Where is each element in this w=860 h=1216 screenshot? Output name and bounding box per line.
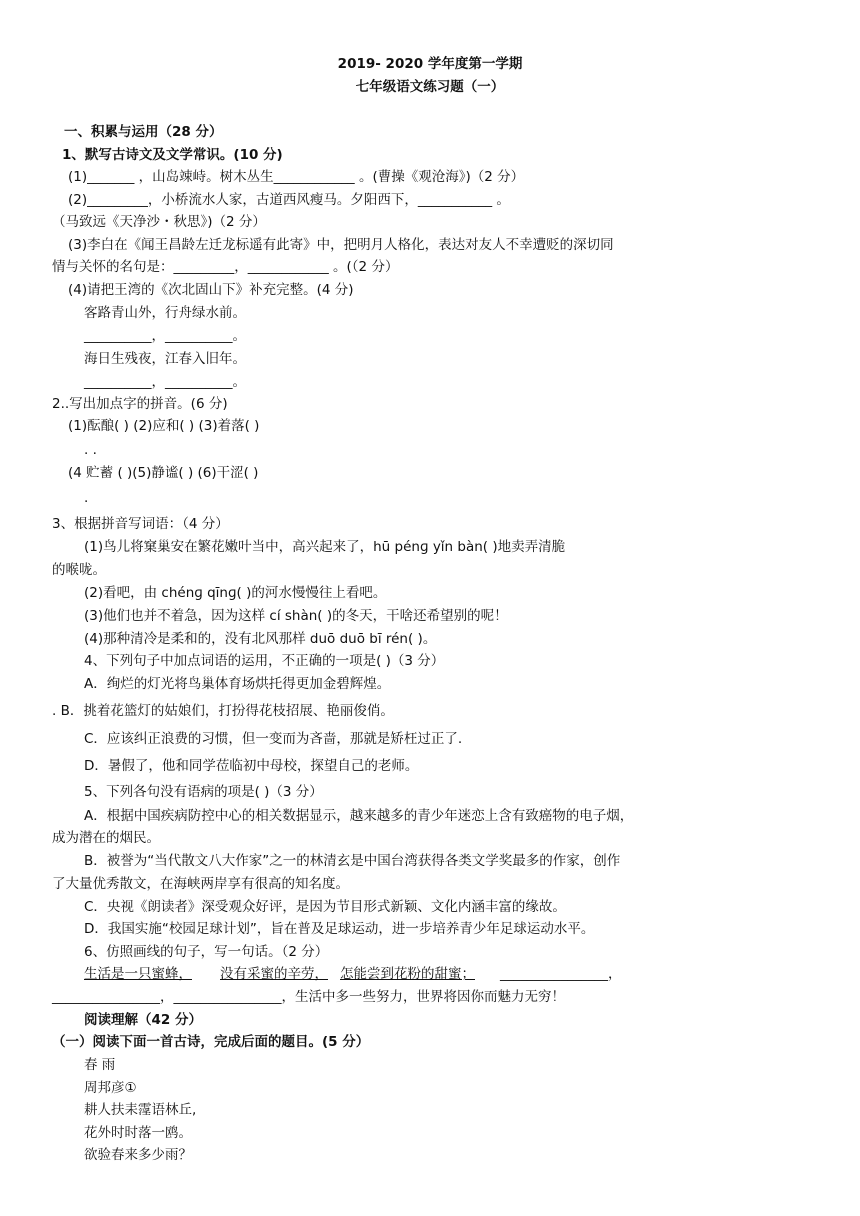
text-line: 成为潜在的烟民。 [52,830,160,846]
text-line: (3)他们也并不着急，因为这样 cí shàn( )的冬天，干啥还希望别的呢！ [84,608,508,624]
document-subtitle: 七年级语文练习题（一） [355,79,505,95]
question-heading: 3、根据拼音写词语：（4 分） [52,516,229,532]
text-line: 情与关怀的名句是：_________，____________ 。(（2 分） [52,259,399,275]
dot-marks: . [84,490,89,506]
dot-marks: . . [84,442,97,458]
underlined-phrase: 怎能尝到花粉的甜蜜； [340,966,475,982]
option-b: . B．挑着花篮灯的姑娘们，打扮得花枝招展、艳丽俊俏。 [52,703,394,719]
question-heading: 4、下列句子中加点词语的运用，不正确的一项是( )（3 分） [84,653,445,669]
blank-line: __________，__________。 [84,328,246,344]
underlined-phrase: 生活是一只蜜蜂， [84,966,192,982]
document-title: 2019- 2020 学年度第一学期 [337,56,523,72]
text-line: (1)鸟儿将窠巢安在繁花嫩叶当中，高兴起来了，hū pénɡ yǐn bàn( )地卖弄清脆 [84,539,566,555]
poem-title: 春 雨 [84,1057,116,1073]
text-line: (4)那种清冷是柔和的，没有北风那样 duō duō bī rén( )。 [84,631,437,647]
poem-line: 欲验春来多少雨？ [84,1147,192,1163]
question-heading: 2..写出加点字的拼音。(6 分) [52,396,228,412]
poem-line: 花外时时落一鸥。 [84,1125,192,1141]
text-line: (2)看吧，由 chénɡ qīnɡ( )的河水慢慢往上看吧。 [84,585,387,601]
blank-line: __________，__________。 [84,374,246,390]
underlined-phrase: 没有采蜜的辛劳， [220,966,328,982]
option-b: B．被誉为“当代散文八大作家”之一的林清玄是中国台湾获得各类文学奖最多的作家，创作 [84,853,621,869]
text-line: (1)酝酿( ) (2)应和( ) (3)着落( ) [68,418,260,434]
section-heading: 阅读理解（42 分） [84,1012,202,1028]
poem-line: 客路青山外，行舟绿水前。 [84,305,246,321]
text-line: ________________，________________，生活中多一些努力，世界将因你而魅力无穷！ [52,989,565,1005]
section-heading: 一、积累与运用（28 分） [64,124,223,140]
question-heading: 1、默写古诗文及文学常识。(10 分) [62,147,283,163]
text-line: (1)_______ ，山岛竦峙。树木丛生____________ 。(曹操《观沧海》)（2 分） [68,169,525,185]
question-heading: 5、下列各句没有语病的项是( )（3 分） [84,784,323,800]
text-line: （马致远《天净沙・秋思》)（2 分） [52,214,266,230]
blank-line: ________________， [500,966,622,982]
option-a: A．绚烂的灯光将鸟巢体育场烘托得更加金碧辉煌。 [84,676,391,692]
question-heading: 6、仿照画线的句子，写一句话。（2 分） [84,944,329,960]
option-a: A．根据中国疾病防控中心的相关数据显示，越来越多的青少年迷恋上含有致癌物的电子烟， [84,808,634,824]
poem-author: 周邦彦① [84,1080,137,1096]
option-d: D．暑假了，他和同学莅临初中母校，探望自己的老师。 [84,758,419,774]
text-line: (4)请把王湾的《次北固山下》补充完整。(4 分) [68,282,354,298]
text-line: 的喉咙。 [52,562,106,578]
question-heading: （一）阅读下面一首古诗，完成后面的题目。(5 分） [52,1034,370,1050]
poem-line: 海日生残夜，江春入旧年。 [84,351,246,367]
option-c: C．应该纠正浪费的习惯，但一变而为吝啬，那就是矫枉过正了. [84,731,463,747]
text-line: (3)李白在《闻王昌龄左迁龙标遥有此寄》中，把明月人格化，表达对友人不幸遭贬的深切同 [68,237,614,253]
text-line: 了大量优秀散文，在海峡两岸享有很高的知名度。 [52,876,349,892]
text-line: (2)_________，小桥流水人家，古道西风瘦马。夕阳西下，___________ 。 [68,192,510,208]
option-d: D．我国实施“校园足球计划”，旨在普及足球运动，进一步培养青少年足球运动水平。 [84,921,595,937]
poem-line: 耕人扶耒霪语林丘, [84,1102,197,1118]
text-line: (4 贮蓄 ( )(5)静谧( ) (6)干涩( ) [68,465,259,481]
option-c: C．央视《朗读者》深受观众好评，是因为节目形式新颖、文化内涵丰富的缘故。 [84,899,566,915]
